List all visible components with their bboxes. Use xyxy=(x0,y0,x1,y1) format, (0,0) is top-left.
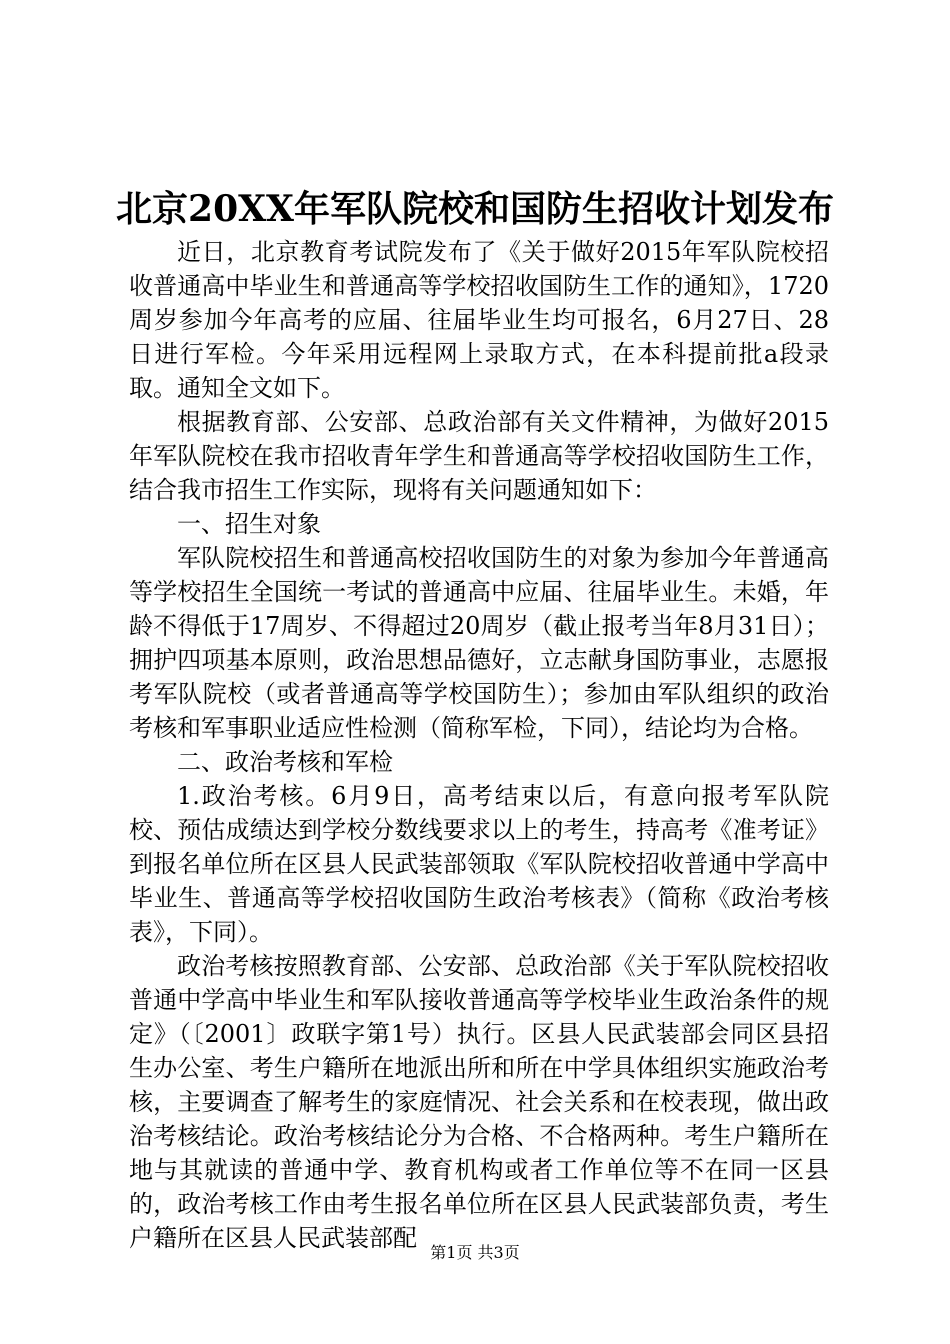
paragraph-basis: 根据教育部、公安部、总政治部有关文件精神，为做好2015年军队院校在我市招收青年学生和普通高等学校招收国防生工作，结合我市招生工作实际，现将有关问题通知如下： xyxy=(129,408,829,504)
page-number-footer: 第1页 共3页 xyxy=(430,1243,520,1262)
paragraph-political-review-rules: 政治考核按照教育部、公安部、总政治部《关于军队院校招收普通中学高中毕业生和军队接收普通高等学校毕业生政治条件的规定》（〔2001〕政联字第1号）执行。区县人民武装部会同区县招生办公室、考生户籍所在地派出所和所在中学具体组织实施政治考核，主要调查了解考生的家庭情况、社会关系和在校表现，做出政治考核结论。政治考核结论分为合格、不合格两种。考生户籍所在地与其就读的普通中学、教育机构或者工作单位等不在同一区县的，政治考核工作由考生报名单位所在区县人民武装部负责，考生户籍所在区县人民武装部配 xyxy=(129,952,829,1252)
paragraph-political-review-step: 1.政治考核。6月9日，高考结束以后，有意向报考军队院校、预估成绩达到学校分数线要求以上的考生，持高考《准考证》到报名单位所在区县人民武装部领取《军队院校招收普通中学高中毕业生、普通高等学校招收国防生政治考核表》（简称《政治考核表》，下同）。 xyxy=(129,782,829,946)
paragraph-intro: 近日，北京教育考试院发布了《关于做好2015年军队院校招收普通高中毕业生和普通高等学校招收国防生工作的通知》，1720周岁参加今年高考的应届、往届毕业生均可报名，6月27日、28日进行军检。今年采用远程网上录取方式，在本科提前批a段录取。通知全文如下。 xyxy=(129,238,829,402)
document-body xyxy=(129,235,829,1255)
paragraph-recruitment-targets: 军队院校招生和普通高校招收国防生的对象为参加今年普通高等学校招生全国统一考试的普通高中应届、往届毕业生。未婚，年龄不得低于17周岁、不得超过20周岁（截止报考当年8月31日）；拥护四项基本原则，政治思想品德好，立志献身国防事业，志愿报考军队院校（或者普通高等学校国防生）；参加由军队组织的政治考核和军事职业适应性检测（简称军检，下同），结论均为合格。 xyxy=(129,544,829,742)
section-heading-political-review: 二、政治考核和军检 xyxy=(177,748,393,776)
document-title: 北京20XX年军队院校和国防生招收计划发布 xyxy=(116,188,834,230)
section-heading-recruitment-targets: 一、招生对象 xyxy=(177,510,321,538)
